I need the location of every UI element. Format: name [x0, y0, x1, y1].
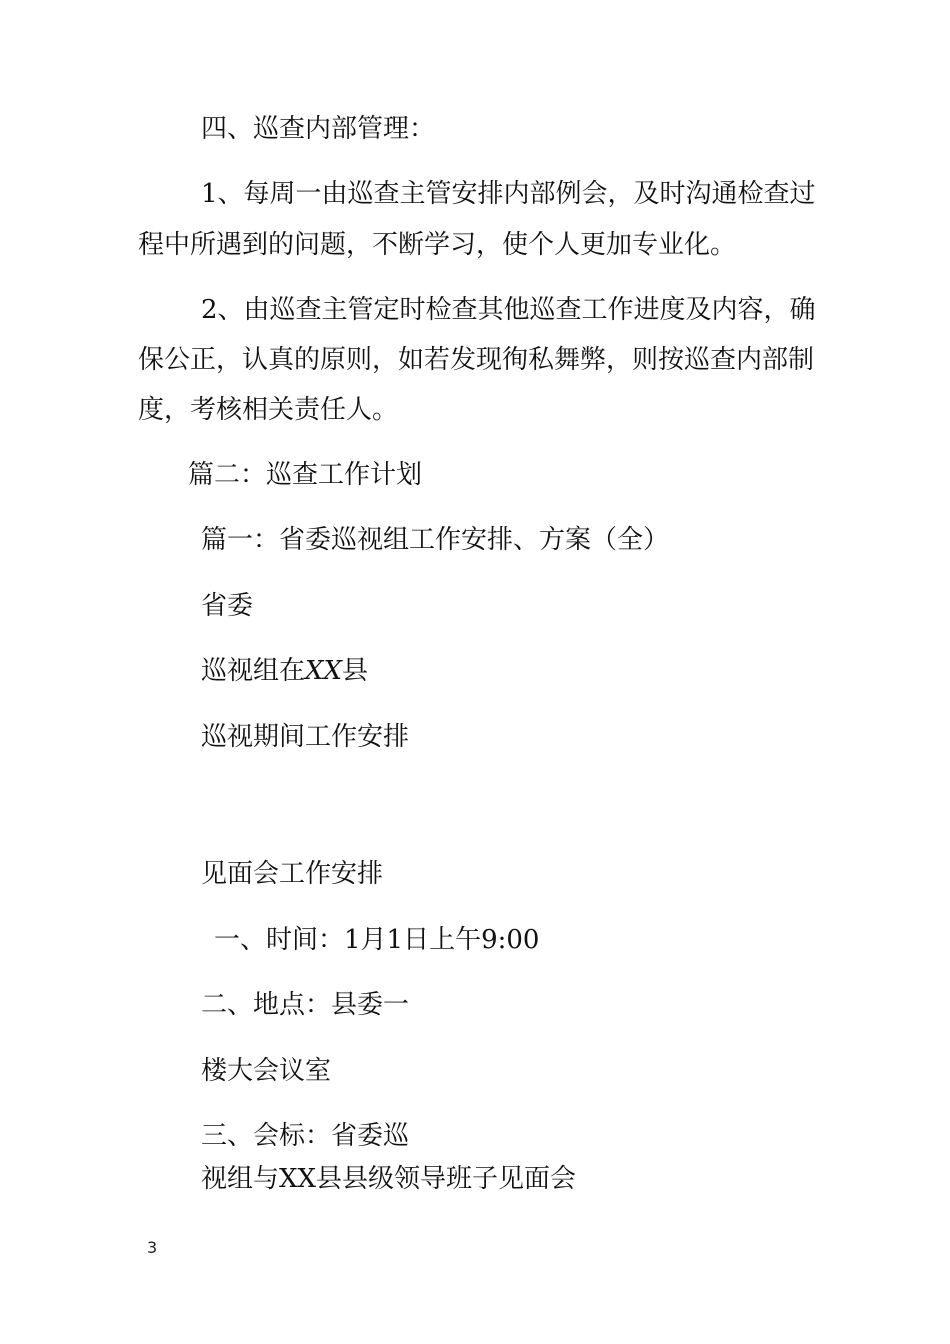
article-title-2: 篇二：巡查工作计划	[188, 460, 423, 490]
item-location-continued: 楼大会议室	[201, 1056, 332, 1086]
text-segment: 县	[342, 656, 369, 686]
paragraph-line: 1、每周一由巡查主管安排内部例会，及时沟通检查过	[201, 179, 816, 209]
page-number: 3	[147, 1238, 158, 1257]
paragraph-line: 2、由巡查主管定时检查其他巡查工作进度及内容，确	[201, 295, 816, 325]
paragraph-line: 度，考核相关责任人。	[138, 395, 399, 425]
item-location: 二、地点：县委一	[201, 990, 410, 1020]
section-heading-internal-management: 四、巡查内部管理：	[201, 114, 436, 144]
paragraph-line: 程中所遇到的问题，不断学习，使个人更加专业化。	[138, 230, 737, 260]
text-segment: 巡视组在	[201, 656, 306, 686]
item-time: 一、时间：1月1日上午9:00	[214, 925, 540, 955]
subheading-meeting-arrangement: 见面会工作安排	[201, 859, 384, 889]
text-line: 巡视期间工作安排	[201, 722, 410, 752]
paragraph-line: 保公正，认真的原则，如若发现徇私舞弊，则按巡查内部制	[138, 345, 815, 375]
text-line	[201, 654, 368, 688]
article-title-1: 篇一：省委巡视组工作安排、方案（全）	[201, 525, 670, 555]
text-segment-latin: XX	[305, 656, 343, 686]
item-banner: 三、会标：省委巡	[201, 1121, 410, 1151]
text-line: 省委	[201, 591, 254, 621]
item-banner-continued: 视组与XX县县级领导班子见面会	[201, 1164, 577, 1194]
